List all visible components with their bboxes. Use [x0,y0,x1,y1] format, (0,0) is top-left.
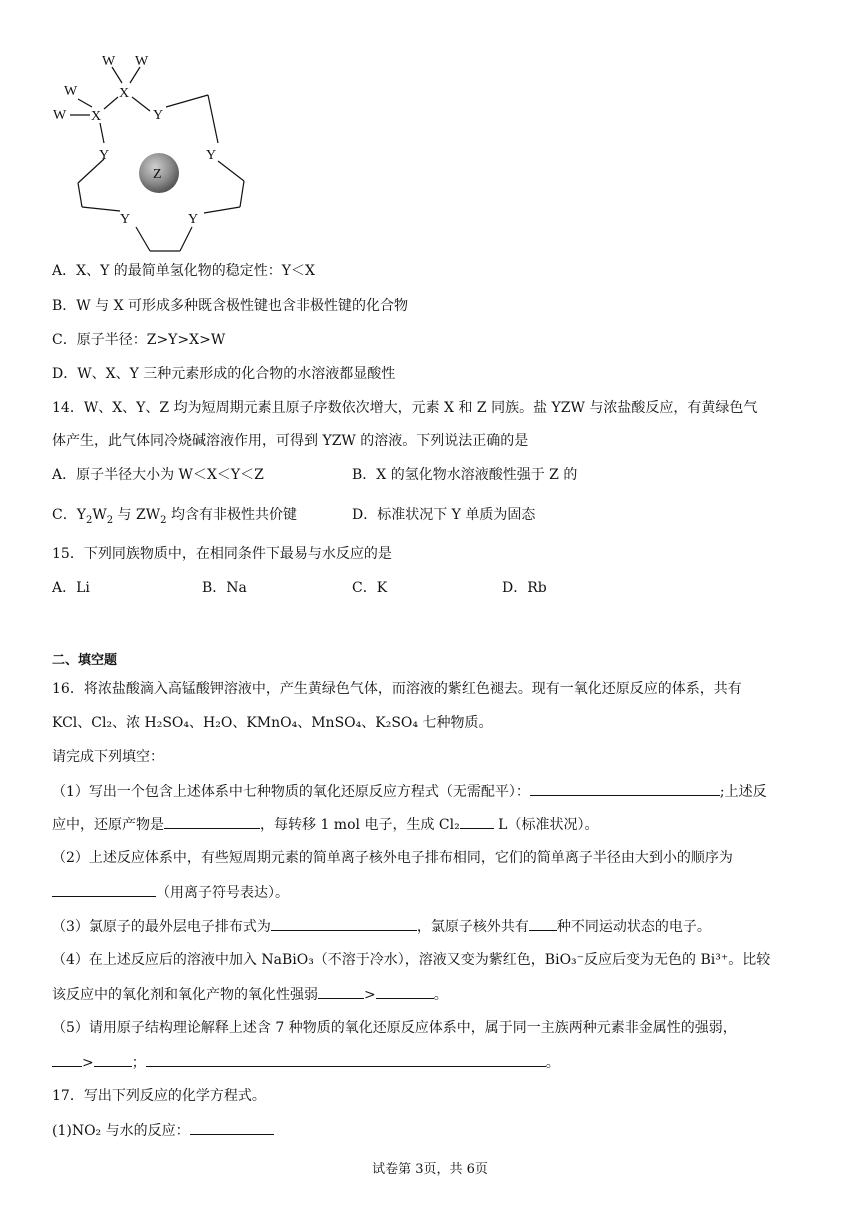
q15-option-a: A．Li [52,580,90,596]
answer-blank[interactable] [146,1052,546,1067]
q16-part4: （4）在上述反应后的溶液中加入 NaBiO₃（不溶于冷水），溶液又变为紫红色，BiO₃⁻反应后变为无色的 Bi³⁺。比较 [52,952,771,968]
page-footer: 试卷第 3页，共 6页 [372,1162,488,1177]
w-label: W [102,54,116,69]
q13-option-b: B．W 与 X 可形成多种既含极性键也含非极性键的化合物 [52,298,408,314]
q16-part2-cont: （用离子符号表达）。 [52,882,289,903]
q15-option-c: C．K [352,580,388,596]
q13-option-c: C．原子半径：Z>Y>X>W [52,332,226,348]
q13-option-d: D．W、X、Y 三种元素形成的化合物的水溶液都显酸性 [52,366,396,382]
y-label: Y [206,148,217,163]
section-heading: 二、填空题 [52,653,118,668]
q16-part1-cont: 应中，还原产物是 ，每转移 1 mol 电子，生成 Cl₂ L（标准状况）。 [52,814,598,835]
q14-option-c: C．$Y_2W_2$ 与 $ZW_2$ 均含有非极性共价键 [52,507,297,526]
y-label: Y [120,212,131,227]
z-label: Z [153,167,162,182]
q16-part5-cont: > ； 。 [52,1052,560,1073]
q17-stem: 17．写出下列反应的化学方程式。 [52,1088,266,1104]
answer-blank[interactable] [190,1120,274,1135]
w-label: W [64,84,78,99]
q13-option-a: A．X、Y 的最简单氢化物的稳定性：Y＜X [52,263,315,279]
answer-blank[interactable] [529,916,557,931]
q14-option-d: D．标准状况下 Y 单质为固态 [352,507,536,523]
w-label: W [53,108,67,123]
q14-option-a: A．原子半径大小为 W＜X＜Y＜Z [52,467,264,483]
x-label: X [91,109,102,124]
q14-stem-cont: 体产生，此气体同冷烧碱溶液作用，可得到 YZW 的溶液。下列说法正确的是 [52,433,529,449]
answer-blank[interactable] [164,814,260,829]
answer-blank[interactable] [460,814,494,829]
q17-part1: (1)NO₂ 与水的反应： [52,1120,274,1141]
q15-stem: 15．下列同族物质中，在相同条件下最易与水反应的是 [52,546,392,562]
q16-stem: 16．将浓盐酸滴入高锰酸钾溶液中，产生黄绿色气体，而溶液的紫红色褪去。现有一氧化还原反应的体系，共有 [52,681,742,697]
q16-part3: （3）氯原子的最外层电子排布式为 ，氯原子核外共有 种不同运动状态的电子。 [52,916,711,937]
y-label: Y [99,148,110,163]
q16-instruction: 请完成下列填空： [52,749,164,765]
w-label: W [135,54,149,69]
answer-blank[interactable] [52,882,156,897]
q16-part5: （5）请用原子结构理论解释上述含 7 种物质的氧化还原反应体系中，属于同一主族两种元素非金属性的强弱， [52,1020,737,1036]
q14-stem: 14．W、X、Y、Z 均为短周期元素且原子序数依次增大，元素 X 和 Z 同族。盐 YZW 与浓盐酸反应，有黄绿色气 [52,400,758,416]
q14-option-b: B．X 的氢化物水溶液酸性强于 Z 的 [352,467,578,483]
q15-option-b: B．Na [202,580,247,596]
q16-stem-substances: KCl、Cl₂、浓 H₂SO₄、H₂O、KMnO₄、MnSO₄、K₂SO₄ 七种物质。 [52,715,493,731]
answer-blank[interactable] [271,916,417,931]
q16-part4-cont: 该反应中的氧化剂和氧化产物的氧化性强弱 > 。 [52,984,448,1005]
answer-blank[interactable] [376,984,434,999]
y-label: Y [188,212,199,227]
ring-structure-diagram [40,45,300,265]
answer-blank[interactable] [52,1052,82,1067]
answer-blank[interactable] [530,781,720,796]
q16-part1: （1）写出一个包含上述体系中七种物质的氧化还原反应方程式（无需配平）： ;上述反 [52,781,767,802]
q16-part2: （2）上述反应体系中，有些短周期元素的简单离子核外电子排布相同，它们的简单离子半径由大到小的顺序为 [52,850,733,866]
q15-option-d: D．Rb [502,580,547,596]
answer-blank[interactable] [318,984,364,999]
answer-blank[interactable] [94,1052,132,1067]
x-label: X [119,86,130,101]
y-label: Y [153,108,164,123]
